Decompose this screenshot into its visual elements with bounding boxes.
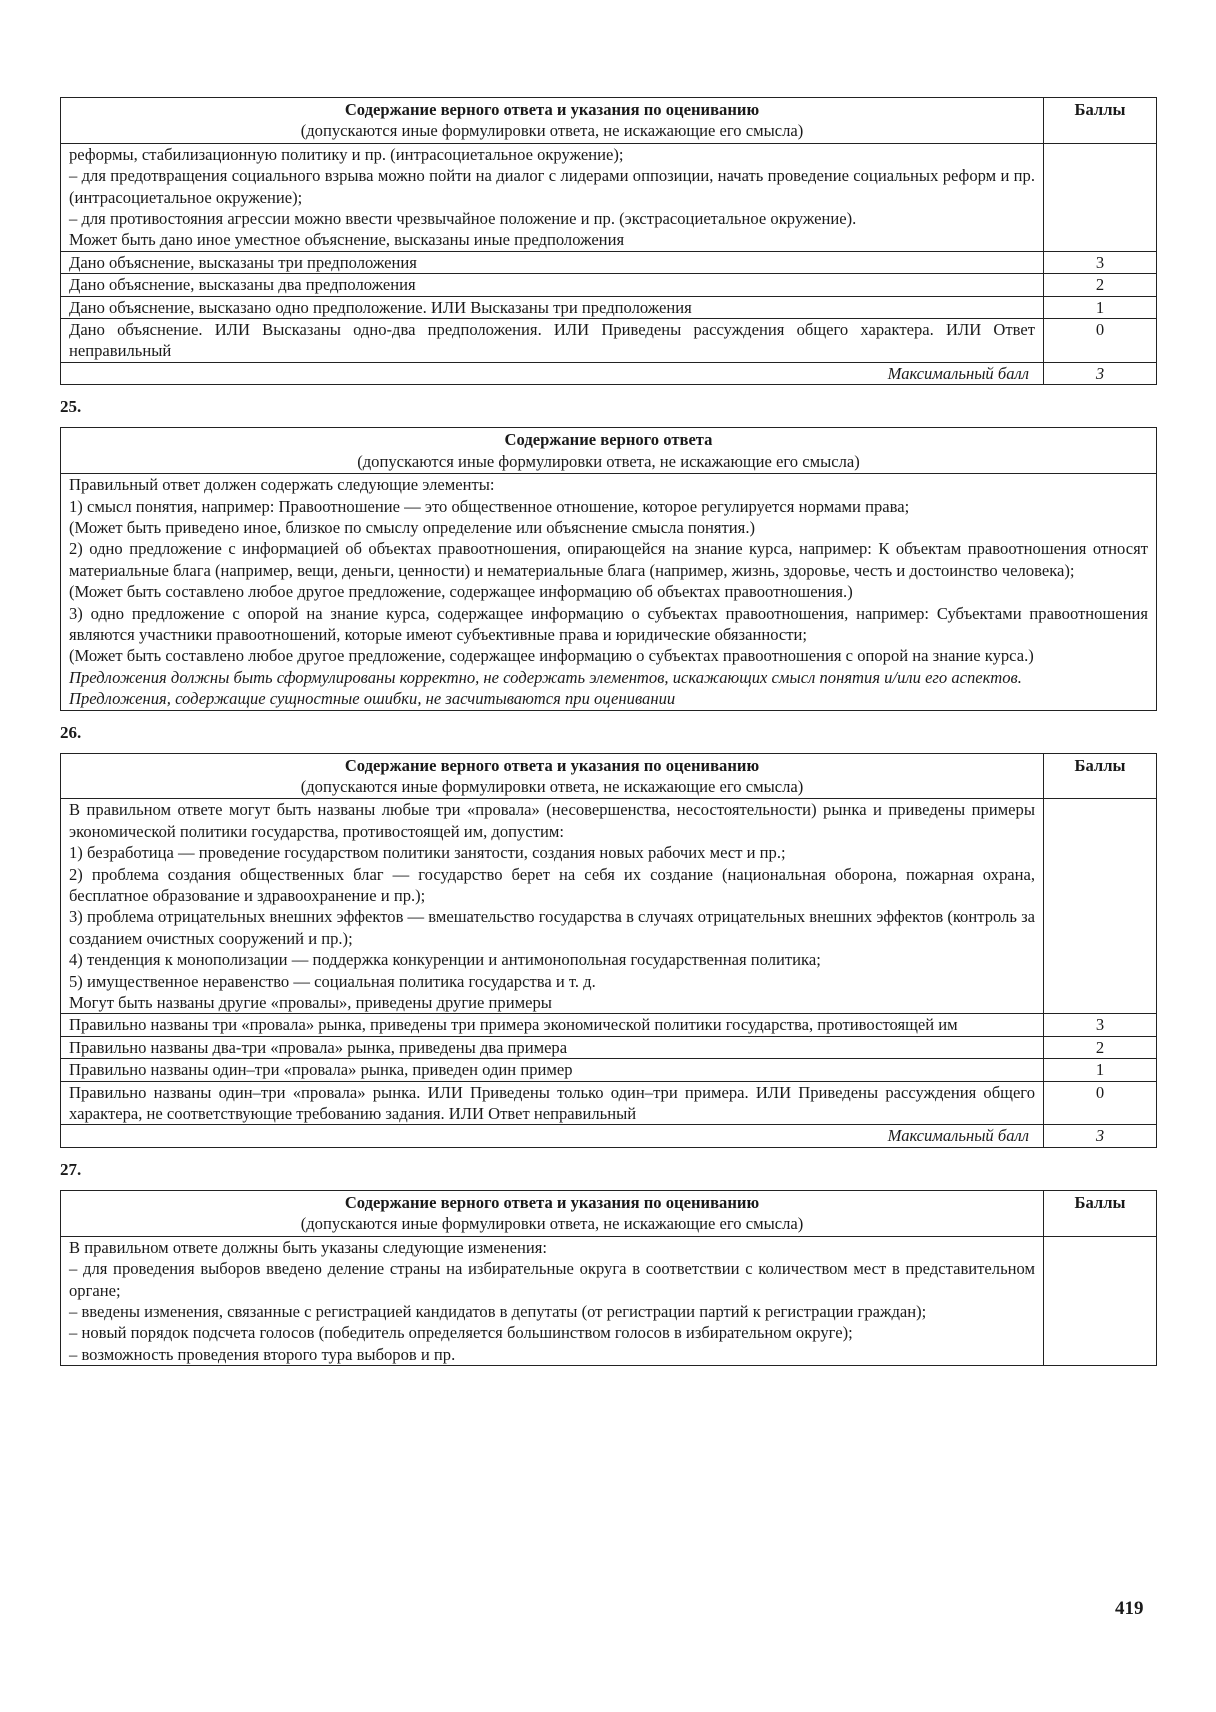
criteria-row [61,1014,1157,1036]
content-line: 1) смысл понятия, например: Правоотношение — это общественное отношение, которое регулируется нормами права; [69,496,910,516]
criteria-text: Правильно названы один–три «провала» рынка, приведен один пример [61,1059,1044,1081]
criteria-score: 3 [1044,251,1157,273]
criteria-text: Дано объяснение, высказаны два предположения [61,274,1044,296]
header-subtitle: (допускаются иные формулировки ответа, не искажающие его смысла) [300,121,804,141]
criteria-text: Дано объяснение. ИЛИ Высказаны одно-два предположения. ИЛИ Приведены рассуждения общего характера. ИЛИ Ответ неправильный [61,319,1044,363]
header-subtitle: (допускаются иные формулировки ответа, не искажающие его смысла) [357,451,860,471]
content-line: 4) тенденция к монополизации — поддержка конкуренции и антимонопольная государственная политика; [69,950,821,970]
content-line: Может быть дано иное уместное объяснение, высказаны иные предположения [69,230,625,250]
question-number: 26. [60,722,82,742]
criteria-text: Дано объяснение, высказано одно предположение. ИЛИ Высказаны три предположения [61,296,1044,318]
q27-table [60,1190,1157,1366]
criteria-row [61,1081,1157,1125]
score-header: Баллы [1044,98,1157,144]
content-row [61,143,1157,251]
header-cell [61,428,1157,474]
content-line: – для проведения выборов введено деление страны на избирательные округа в соответствии с количеством мест в представительном органе; [69,1259,1035,1300]
content-line: В правильном ответе должны быть указаны следующие изменения: [69,1237,548,1257]
max-score-row [61,362,1157,384]
header-cell [61,753,1044,799]
criteria-row [61,296,1157,318]
table-header-row [61,1190,1157,1236]
header-title: Содержание верного ответа и указания по оцениванию [344,755,760,775]
content-line: 5) имущественное неравенство — социальная политика государства и т. д. [69,971,596,991]
content-line: 1) безработица — проведение государством политики занятости, создания новых рабочих мест и пр.; [69,843,786,863]
header-title: Содержание верного ответа и указания по оцениванию [344,100,760,119]
question-number: 25. [60,397,82,417]
question-number: 27. [60,1159,82,1179]
header-cell [61,98,1044,144]
answer-content [61,474,1157,710]
criteria-row [61,274,1157,296]
score-header: Баллы [1044,1190,1157,1236]
criteria-score: 1 [1044,296,1157,318]
content-line: (Может быть составлено любое другое предложение, содержащее информацию об объектах правоотношения.) [69,582,853,602]
content-line: – возможность проведения второго тура выборов и пр. [69,1344,456,1364]
header-title: Содержание верного ответа и указания по оцениванию [344,1192,760,1212]
content-line: – введены изменения, связанные с регистрацией кандидатов в депутаты (от регистрации партий к регистрации граждан); [69,1301,927,1321]
score-header: Баллы [1044,753,1157,799]
table-header-row [61,98,1157,144]
note-line: Предложения должны быть сформулированы корректно, не содержать элементов, искажающих смысл понятия и/или его аспектов. [69,667,1022,687]
criteria-score: 0 [1044,1081,1157,1125]
content-line: (Может быть приведено иное, близкое по смыслу определение или объяснение смысла понятия.) [69,517,755,537]
q24-table [60,97,1157,385]
q25-table [60,427,1157,710]
criteria-score: 3 [1044,1014,1157,1036]
content-line: Могут быть названы другие «провалы», приведены другие примеры [69,993,552,1013]
content-line: 3) проблема отрицательных внешних эффектов — вмешательство государства в случаях отрицательных внешних эффектов (контроль за созданием очистных сооружений и пр.); [69,907,1035,948]
header-subtitle: (допускаются иные формулировки ответа, не искажающие его смысла) [300,1214,804,1234]
content-line: 3) одно предложение с опорой на знание курса, содержащее информацию о субъектах правоотношения, например: Субъектами правоотношения являются участники правоотношений, которые имеют субъективные права и юридические обязанности; [69,603,1148,644]
criteria-text: Правильно названы три «провала» рынка, приведены три примера экономической политики государства, противостоящей им [61,1014,1044,1036]
criteria-score: 2 [1044,1036,1157,1058]
answer-content [61,143,1044,251]
content-line: 2) одно предложение с информацией об объектах правоотношения, опирающейся на знание курса, например: К объектам правоотношения относят материальные блага (например, вещи, деньги, ценности) и нематериальные блага (например, жизнь, здоровье, честь и достоинство человека); [69,539,1148,580]
max-score-value: 3 [1044,1125,1157,1147]
criteria-row [61,1059,1157,1081]
note-line: Предложения, содержащие сущностные ошибки, не засчитываются при оценивании [69,689,676,709]
q26-table [60,753,1157,1148]
criteria-text: Правильно названы два-три «провала» рынка, приведены два примера [61,1036,1044,1058]
criteria-score: 0 [1044,319,1157,363]
content-row [61,1236,1157,1365]
criteria-row [61,319,1157,363]
max-score-label: Максимальный балл [61,1125,1044,1147]
content-line: – новый порядок подсчета голосов (победитель определяется большинством голосов в избирательном округе); [69,1323,853,1343]
max-score-row [61,1125,1157,1147]
content-line: реформы, стабилизационную политику и пр. (интрасоциетальное окружение); [69,144,624,164]
content-line: Правильный ответ должен содержать следующие элементы: [69,475,495,495]
content-row [61,474,1157,710]
table-header-row [61,428,1157,474]
criteria-row [61,251,1157,273]
page [60,97,1156,1366]
page-number: 419 [1115,1598,1144,1619]
content-line: – для предотвращения социального взрыва можно пойти на диалог с лидерами оппозиции, начать проведение социальных реформ и пр. (интрасоциетальное окружение); [69,166,1035,207]
content-line: (Может быть составлено любое другое предложение, содержащее информацию о субъектах правоотношения с опорой на знание курса.) [69,646,1034,666]
criteria-score: 1 [1044,1059,1157,1081]
criteria-row [61,1036,1157,1058]
header-subtitle: (допускаются иные формулировки ответа, не искажающие его смысла) [300,776,804,796]
content-line: 2) проблема создания общественных благ — государство берет на себя их создание (национальная оборона, пожарная охрана, бесплатное образование и здравоохранение и пр.); [69,864,1035,905]
answer-content [61,1236,1044,1365]
answer-content [61,799,1044,1014]
criteria-score: 2 [1044,274,1157,296]
max-score-label: Максимальный балл [61,362,1044,384]
header-title: Содержание верного ответа [504,430,713,450]
content-line: – для противостояния агрессии можно ввести чрезвычайное положение и пр. (экстрасоциетальное окружение). [69,209,857,229]
table-header-row [61,753,1157,799]
criteria-text: Дано объяснение, высказаны три предположения [61,251,1044,273]
content-line: В правильном ответе могут быть названы любые три «провала» (несовершенства, несостоятельности) рынка и приведены примеры экономической политики государства, противостоящей им, допустим: [69,800,1035,841]
max-score-value: 3 [1044,362,1157,384]
criteria-text: Правильно названы один–три «провала» рынка. ИЛИ Приведены только один–три примера. ИЛИ Приведены рассуждения общего характера, не соответствующие требованию задания. ИЛИ Ответ неправильный [61,1081,1044,1125]
content-row [61,799,1157,1014]
header-cell [61,1190,1044,1236]
